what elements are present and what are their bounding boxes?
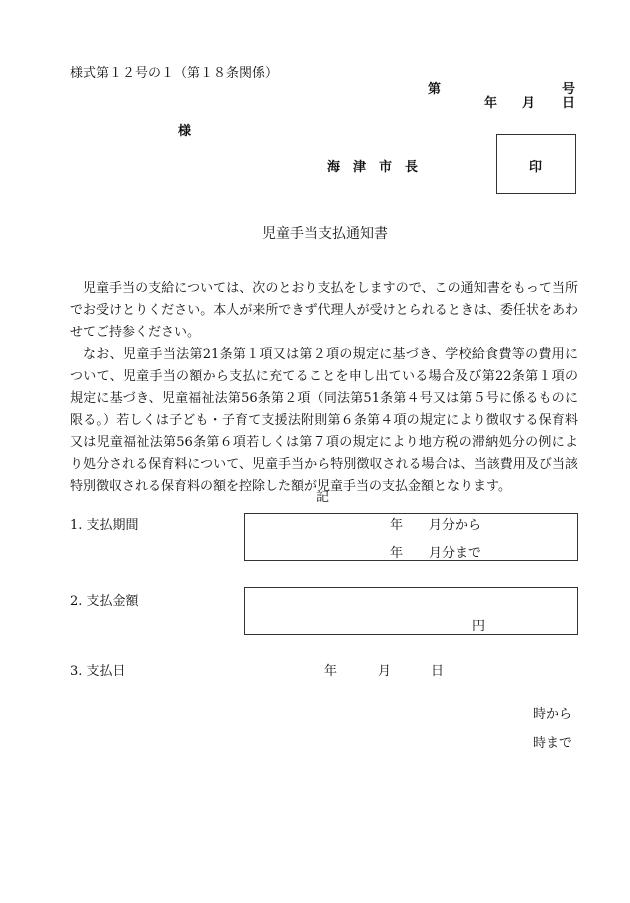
seal-label: 印 bbox=[529, 160, 543, 175]
body-text bbox=[70, 278, 578, 498]
addressee-suffix: 様 bbox=[178, 124, 192, 139]
paydate-month: 月 bbox=[378, 664, 392, 679]
paydate-day: 日 bbox=[431, 664, 445, 679]
body-paragraph-1: 児童手当の支給については、次のとおり支払をしますので、この通知書をもって当所でお受けとりください。本人が来所できず代理人が受けとられるときは、委任状をあわせてご持参ください。 bbox=[70, 281, 578, 340]
date-day: 日 bbox=[562, 96, 576, 111]
period-to: 年 月分まで bbox=[390, 546, 482, 561]
document-title: 児童手当支払通知書 bbox=[262, 226, 388, 242]
amount-label: 2. 支払金額 bbox=[70, 594, 139, 609]
paydate-label: 3. 支払日 bbox=[70, 664, 126, 679]
sender-name: 海 津 市 長 bbox=[327, 160, 419, 175]
period-label: 1. 支払期間 bbox=[70, 518, 139, 533]
form-label: 様式第１２号の１（第１８条関係） bbox=[70, 66, 279, 81]
paydate-time-to: 時まで bbox=[533, 736, 573, 751]
date-year: 年 bbox=[484, 96, 498, 111]
period-from: 年 月分から bbox=[390, 518, 482, 533]
doc-number-prefix: 第 bbox=[428, 82, 442, 97]
body-paragraph-2: なお、児童手当法第21条第１項又は第２項の規定に基づき、学校給食費等の費用について、児童手当の額から支払に充てることを申し出ている場合及び第22条第１項の規定に基づき、児童福祉法第56条第２項（同法第51条第４号又は第５号に係るものに限る。）若しくは子ども・子育て支援法附則第６条第４項の規定により徴収する保育料又は児童福祉法第56条第６項若しくは第７項の規定により地方税の滞納処分の例により処分される保育料について、児童手当から特別徴収される場合は、当該費用及び当該特別徴収される保育料の額を控除した額が児童手当の支払金額となります。 bbox=[70, 347, 578, 494]
date-month: 月 bbox=[522, 96, 536, 111]
amount-box bbox=[244, 587, 578, 635]
paydate-time-from: 時から bbox=[533, 707, 573, 722]
paydate-year: 年 bbox=[324, 664, 338, 679]
ki-heading: 記 bbox=[316, 490, 330, 505]
doc-number-suffix: 号 bbox=[562, 82, 576, 97]
amount-unit: 円 bbox=[472, 619, 486, 634]
